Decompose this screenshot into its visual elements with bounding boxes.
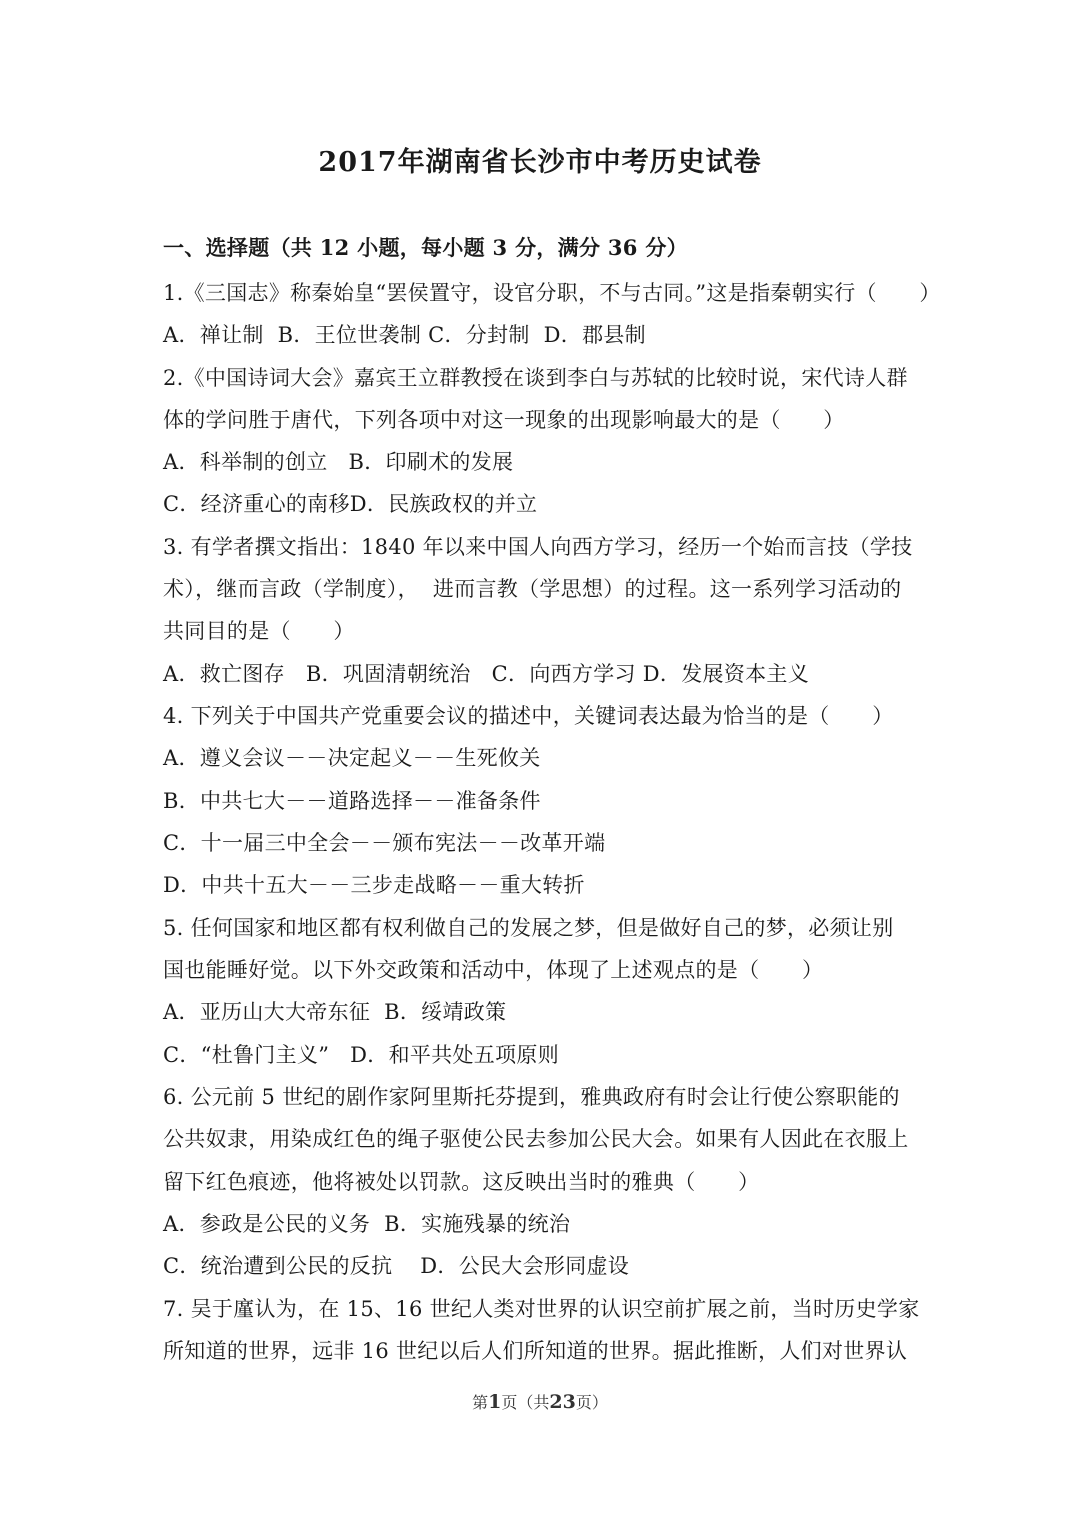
question-line: 共同目的是（ ）	[163, 619, 355, 643]
question-line: 1.《三国志》称秦始皇“罢侯置守，设官分职，不与古同。”这是指秦朝实行（ ）	[163, 281, 941, 305]
option-line: A．参政是公民的义务 B．实施残暴的统治	[163, 1212, 571, 1236]
question-line: 所知道的世界，远非 16 世纪以后人们所知道的世界。据此推断，人们对世界认	[163, 1339, 908, 1363]
footer-prefix: 第	[472, 1393, 489, 1412]
question-line: 公共奴隶，用染成红色的绳子驱使公民去参加公民大会。如果有人因此在衣服上	[163, 1127, 909, 1151]
option-line: D．中共十五大－－三步走战略－－重大转折	[163, 873, 585, 897]
option-line: B．中共七大－－道路选择－－准备条件	[163, 789, 541, 813]
question-line: 术），继而言政（学制度）， 进而言教（学思想）的过程。这一系列学习活动的	[163, 577, 902, 601]
section-heading: 一、选择题（共 12 小题，每小题 3 分，满分 36 分）	[163, 235, 688, 260]
option-line: C．经济重心的南移D．民族政权的并立	[163, 492, 538, 516]
option-line: A．禅让制 B．王位世袭制 C．分封制 D．郡县制	[163, 323, 646, 347]
question-line: 国也能睡好觉。以下外交政策和活动中，体现了上述观点的是（ ）	[163, 958, 824, 982]
option-line: A．遵义会议－－决定起义－－生死攸关	[163, 746, 541, 770]
footer-suffix: 页）	[575, 1393, 608, 1412]
page-number: 1	[488, 1391, 502, 1413]
question-line: 体的学问胜于唐代，下列各项中对这一现象的出现影响最大的是（ ）	[163, 408, 845, 432]
question-line: 留下红色痕迹，他将被处以罚款。这反映出当时的雅典（ ）	[163, 1170, 760, 1194]
question-line: 3. 有学者撰文指出：1840 年以来中国人向西方学习，经历一个始而言技（学技	[163, 535, 913, 559]
question-line: 6. 公元前 5 世纪的剧作家阿里斯托芬提到，雅典政府有时会让行使公察职能的	[163, 1085, 900, 1109]
option-line: C．十一届三中全会－－颁布宪法－－改革开端	[163, 831, 606, 855]
question-line: 7. 吴于廑认为，在 15、16 世纪人类对世界的认识空前扩展之前，当时历史学家	[163, 1297, 920, 1321]
page-title: 2017年湖南省长沙市中考历史试卷	[318, 147, 762, 178]
footer-middle: 页（共	[501, 1393, 550, 1412]
option-line: A．救亡图存 B．巩固清朝统治 C．向西方学习 D．发展资本主义	[163, 662, 810, 686]
question-line: 4. 下列关于中国共产党重要会议的描述中，关键词表达最为恰当的是（ ）	[163, 704, 894, 728]
question-line: 2.《中国诗词大会》嘉宾王立群教授在谈到李白与苏轼的比较时说，宋代诗人群	[163, 366, 908, 390]
option-line: A．科举制的创立 B．印刷术的发展	[163, 450, 514, 474]
page-footer	[0, 1390, 1080, 1413]
total-pages: 23	[549, 1391, 576, 1413]
option-line: C．统治遭到公民的反抗 D．公民大会形同虚设	[163, 1254, 630, 1278]
option-line: C．“杜鲁门主义” D．和平共处五项原则	[163, 1043, 560, 1067]
option-line: A．亚历山大大帝东征 B．绥靖政策	[163, 1000, 507, 1024]
question-line: 5. 任何国家和地区都有权利做自己的发展之梦，但是做好自己的梦，必须让别	[163, 916, 894, 940]
